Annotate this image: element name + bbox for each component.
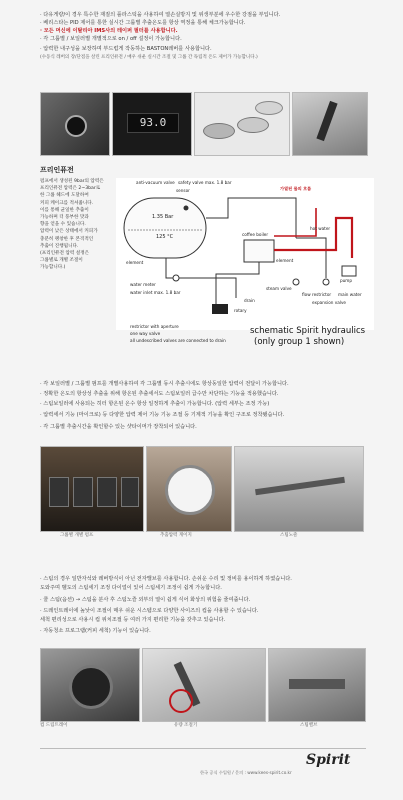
preinfusion-line: 향을 얻을 수 있습니다. <box>40 222 86 228</box>
caption-gauge: 추출압력 게이지 <box>160 533 192 538</box>
photo-steam-valve <box>268 648 366 722</box>
label-hot-water: hot water <box>310 226 331 231</box>
label-pressure: 1.35 Bar <box>152 214 174 220</box>
caption-steam-valve: 스팀밸브 <box>300 723 318 728</box>
photo-drip-tray <box>40 648 140 722</box>
label-water-meter: water meter <box>130 282 156 287</box>
highlight-circle-icon <box>169 689 193 713</box>
intro-line-2: · 베리스타는 PID 제어를 통한 실시간 그룹별 추출온도를 항상 역정을 통해 체크가능합니다. <box>40 20 246 26</box>
bottom-line-3: · 쿨 스팀(옵션) → 스팀을 분사 후 스팀노즐 외부의 열이 쉽게 식어 화상의 위험을 줄여줍니다. <box>40 597 251 603</box>
label-temp: 125 °C <box>156 234 174 240</box>
intro-line-3: · 모든 머신에 이탈리아 IMS사의 테이퍼 필터를 사용합니다. <box>40 28 178 34</box>
photo-flow-regulator <box>142 648 266 722</box>
label-rotary: rotary <box>234 308 247 313</box>
middle-line-1: · 각 보일러별 / 그룹별 펌프를 개별사용하여 각 그룹별 동시 추출시에도 항상동일한 압력이 전달이 가능합니다. <box>40 381 289 387</box>
coffee-boiler <box>244 240 274 262</box>
caption-steam: 스팀노즐 <box>280 533 298 538</box>
bottom-line-1: · 스팀의 경우 일반자석와 레버방식이 아닌 전자밸브를 사용합니다. 손쉬운 수리 및 정비를 용이하게 하였습니다. <box>40 576 292 582</box>
photo-pumps <box>40 446 144 532</box>
filter-basket-icon <box>237 117 269 133</box>
label-steam-valve: steam valve <box>266 286 292 291</box>
caption-flow-regulator: 유량 조절기 <box>174 723 198 728</box>
lever-icon <box>316 101 337 141</box>
intro-line-1: · 다유게량/이 경우 특수한 재질의 플라스틱을 사용하여 열손실방지 및 위생부분에 우수한 강점을 부입니다. <box>40 12 281 18</box>
label-element-left: element <box>126 260 144 265</box>
intro-line-4: · 각 그룹별 / 보일러별 개별적으로 on / off 설정이 가능합니다. <box>40 36 182 42</box>
preinfusion-line: 프리인퓨전 압력은 2~3bar로 <box>40 186 101 192</box>
label-water-inlet: water inlet max. 1.8 bar <box>130 290 181 295</box>
bottom-line-5: 세척 편리성으로 사용시 컵 위치조절 등 여러 가지 편리한 기능을 갖추고 있습니다. <box>40 617 226 623</box>
filter-basket-icon <box>203 123 235 139</box>
preinfusion-line: (프리인퓨전 압력 설정은 <box>40 251 90 257</box>
pump-box <box>342 266 356 276</box>
photo-lever <box>292 92 368 156</box>
label-main-water: main water <box>338 292 362 297</box>
bottom-line-4: · 드레인트레이에 높낮이 조절이 매우 쉬운 시스템으로 다양한 사이즈의 컵을 사용할 수 있습니다. <box>40 608 259 614</box>
preinfusion-line: 그룹별로 개별 조절이 <box>40 258 83 264</box>
photo-hand-dial <box>40 92 110 156</box>
footer-divider <box>40 748 366 749</box>
preinfusion-line: 펌프에서 생성된 9bar의 압력은 <box>40 179 104 184</box>
caption-pumps: 그룹별 개별 펌프 <box>60 533 94 538</box>
preinfusion-line: 이를 통해 균일한 추출이 <box>40 207 89 213</box>
middle-line-4: · 압력세서 기능 (마이크로) 등 다양한 압력 제어 기능 기능 조절 등 기계적 기능을 확인 구조로 정착됐습니다. <box>40 412 285 418</box>
intro-note: (수동식 레버의 장/단점을 살린 프리인퓨전 / 매우 쉬운 실시간 조절 및 그룹 간 독립적 온도 제어가 가능합니다.) <box>40 55 258 60</box>
photo-pid-display <box>112 92 192 156</box>
label-anti-vacuum: anti-vacuum valve <box>136 180 175 185</box>
pid-display: 93.0 <box>127 113 179 133</box>
label-element-right: element <box>276 258 294 263</box>
preinfusion-line: 한 그룹 헤드에 도달하여 <box>40 193 89 199</box>
drip-tray-icon <box>69 665 113 709</box>
hydraulics-diagram <box>116 178 374 330</box>
preinfusion-body <box>40 178 112 272</box>
label-pump: pump <box>340 278 353 283</box>
preinfusion-line: 충분히 팽창한 후 본격적인 <box>40 236 94 242</box>
photo-filter-baskets <box>194 92 290 156</box>
middle-line-3: · 스팀보일러에 사용되는 히터 항온된 온수 항상 일정하게 추출이 가능합니다. (압력 세부는 조정 가능) <box>40 401 270 407</box>
label-sensor: sensor <box>176 188 190 193</box>
preinfusion-line: 가능합니다.) <box>40 265 66 271</box>
label-safety: safety valve max. 1.8 bar <box>178 180 232 185</box>
middle-line-2: · 정확한 온도의 항상성 추출을 위해 항온된 추출세서도 스팀보일러 급수만 차단하는 기능을 적용했습니다. <box>40 391 279 397</box>
preinfusion-title: 프리인퓨전 <box>40 166 74 174</box>
label-flow-restrictor: flow restrictor <box>302 292 332 297</box>
intro-line-5: · 압력한 내구성을 보장하며 부드럽게 작동하는 BASTON레버를 사용합니다. <box>40 46 212 52</box>
legend-2: one way valve <box>130 331 161 336</box>
photo-steam-wand <box>234 446 364 532</box>
diagram-subtitle: (only group 1 shown) <box>254 337 345 347</box>
preinfusion-line: 가능하며 더 풍부한 맛과 <box>40 215 89 221</box>
preinfusion-line: 커피 케이크를 적셔줍니다. <box>40 200 94 206</box>
preinfusion-block <box>40 165 112 327</box>
gauge-icon <box>165 465 215 515</box>
brand-logo: Spirit <box>306 752 351 768</box>
preinfusion-line: 압력이 낮은 상태에서 커피가 <box>40 229 98 235</box>
steam-wand-icon <box>255 477 345 495</box>
label-expansion-valve: expansion valve <box>312 300 347 305</box>
diagram-title: schematic Spirit hydraulics <box>250 326 366 336</box>
photo-gauge <box>146 446 232 532</box>
group-head <box>212 304 228 314</box>
caption-drip-tray: 컵 드립트레이 <box>40 723 68 728</box>
label-drain: drain <box>244 298 255 303</box>
legend-3: all undescribed valves are connected to drain <box>130 338 226 343</box>
preinfusion-line: 추출이 진행됩니다. <box>40 243 79 249</box>
legend-1: restrictor with aperture <box>130 324 179 329</box>
label-coffee-boiler: coffee boiler <box>242 232 269 237</box>
bottom-line-2: 도와주며 벨도의 스팀세기 조정 다이얼이 있어 스팀세기 조정이 쉽게 가능합니다. <box>40 585 222 591</box>
middle-line-5: · 각 그룹별 추출시간을 확인할수 있는 샷타이머가 장착되어 있습니다. <box>40 424 197 430</box>
steam-boiler <box>124 198 206 258</box>
footer-contact: 한국 공식 수입원 / 문의 : www.kees-spirit.co.kr <box>200 770 292 775</box>
bottom-line-6: · 자동청소 프로그램(커피 세척) 기능이 있습니다. <box>40 628 151 634</box>
filter-basket-icon <box>255 101 283 115</box>
label-red-flow: 가열된 물의 흐름 <box>280 186 312 191</box>
valve-icon <box>289 679 345 689</box>
dial-knob-icon <box>65 115 87 137</box>
